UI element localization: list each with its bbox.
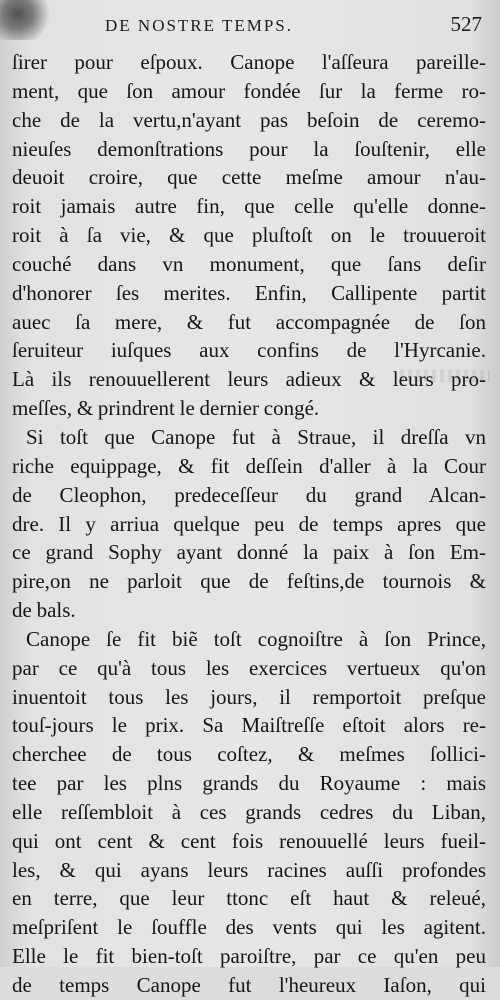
page-corner-shadow [0,0,52,40]
text-line: en terre, que leur ttonc eſt haut & releué, [12,886,486,911]
text-line: de bals. [12,598,76,623]
text-line: che de la vertu,n'ayant pas beſoin de ceremo- [12,107,486,132]
text-line: ce grand Sophy ayant donné la paix à ſon Em- [12,540,486,565]
text-line: qui ont cent & cent fois renouuellé leurs fueil- [12,828,486,853]
text-line: auec ſa mere, & fut accompagnée de ſon [12,309,486,334]
text-line: elle reſſembloit à ces grands cedres du Liban, [12,799,486,824]
text-line: Canope ſe fit biẽ toſt cognoiſtre à ſon Prince, [26,626,486,651]
text-line: Là ils renouuellerent leurs adieux & leurs pro- [12,367,486,392]
text-line: deuoit croire, que cette meſme amour n'au- [12,165,486,190]
text-line: nieuſes demonſtrations pour la ſouſtenir, elle [12,136,486,161]
text-line: par ce qu'à tous les exercices vertueux qu'on [12,655,486,680]
text-line: les, & qui ayans leurs racines auſſi profondes [12,857,486,882]
text-line: roit jamais autre fin, que celle qu'elle donne- [12,194,486,219]
text-line: couché dans vn monument, que ſans deſir [12,251,486,276]
text-line: meſſes, & prindrent le dernier congé. [12,396,320,421]
running-head: DE NOSTRE TEMPS. [105,16,294,35]
text-line: riche equippage, & fit deſſein d'aller à la Cour [12,453,486,478]
text-line: roit à ſa vie, & que pluſtoſt on le trouueroit [12,223,486,248]
text-line: de temps Canope fut l'heureux Iaſon, qui [12,973,486,997]
text-line: ment, que ſon amour fondée ſur la ferme ro- [12,78,486,103]
text-line: inuentoit tous les jours, il remportoit preſque [12,684,486,709]
text-line: Elle le fit bien-toſt paroiſtre, par ce qu'en peu [12,944,486,969]
text-line: tee par les plns grands du Royaume : mais [12,771,486,796]
text-line: meſpriſent le ſouffle des vents qui les agitent. [12,915,486,940]
text-line: ſirer pour eſpoux. Canope l'aſſeura pareille- [12,50,486,74]
text-line: touſ-jours le prix. Sa Maiſtreſſe eſtoit alors re- [12,713,486,738]
text-line: de Cleophon, predeceſſeur du grand Alcan- [12,482,486,507]
text-line: cherchee de tous coſtez, & meſmes ſollici- [12,742,486,767]
text-line: pire,on ne parloit que de feſtins,de tournois & [12,569,486,594]
body-text [12,48,486,1000]
text-line: ſeruiteur iuſques aux confins de l'Hyrcanie. [12,338,486,363]
page-number: 527 [450,12,482,36]
text-line: Si toſt que Canope fut à Straue, il dreſſa vn [26,424,486,449]
text-line: dre. Il y arriua quelque peu de temps apres que [12,511,486,536]
text-line: d'honorer ſes merites. Enfin, Callipente partit [12,280,486,305]
